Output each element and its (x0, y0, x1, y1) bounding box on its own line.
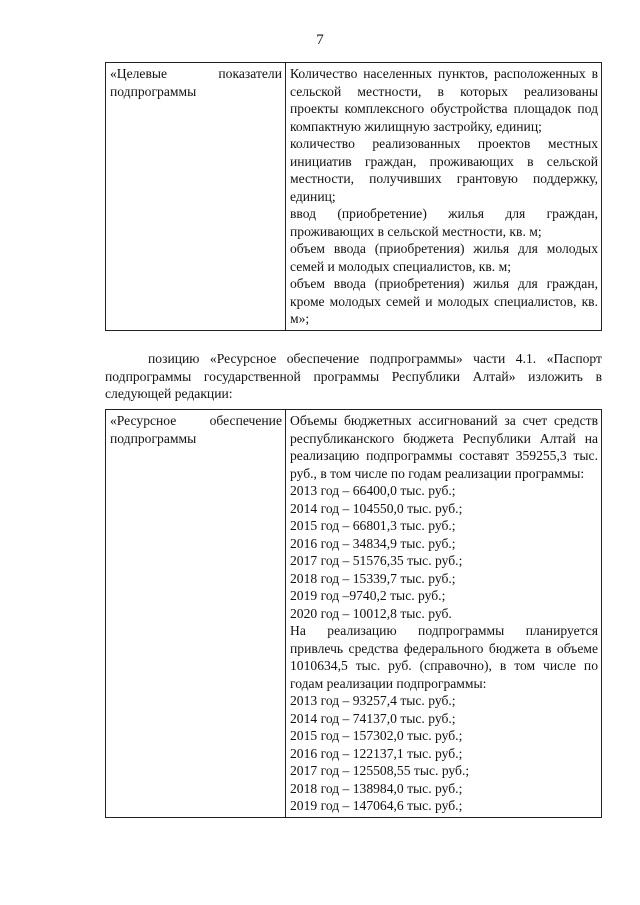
indicator-line: объем ввода (приобретения) жилья для граждан, кроме молодых семей и молодых специалистов, кв. м»; (290, 276, 598, 326)
indicator-line: ввод (приобретение) жилья для граждан, проживающих в сельской местности, кв. м; (290, 206, 598, 239)
row-label: «Ресурсное обеспечение подпрограммы (110, 413, 282, 446)
row-value-cell (286, 410, 602, 818)
funding-year-line: 2019 год – 147064,6 тыс. руб.; (290, 798, 463, 813)
table-row (106, 63, 602, 331)
funding-text: На реализацию подпрограммы планируется привлечь средства федерального бюджета в объеме 1010634,5 тыс. руб. (справочно), в том числе по годам реализации подпрограммы: (290, 623, 598, 691)
page-number: 7 (316, 32, 324, 48)
row-label-cell (106, 410, 286, 818)
funding-year-line: 2016 год – 34834,9 тыс. руб.; (290, 535, 456, 551)
funding-year-line: 2020 год – 10012,8 тыс. руб. (290, 605, 452, 621)
row-value-cell (286, 63, 602, 331)
resource-provision-table (105, 409, 602, 818)
funding-year-line: 2018 год – 138984,0 тыс. руб.; (290, 780, 463, 796)
funding-year-line: 2013 год – 66400,0 тыс. руб.; (290, 483, 456, 498)
funding-year-line: 2014 год – 74137,0 тыс. руб.; (290, 710, 456, 726)
funding-text: Объемы бюджетных ассигнований за счет средств республиканского бюджета Республики Алтай на реализацию подпрограммы составят 359255,3 тыс. руб., в том числе по годам реализации программы: (290, 413, 598, 481)
row-label: «Целевые показатели подпрограммы (110, 66, 282, 99)
funding-year-line: 2017 год – 51576,35 тыс. руб.; (290, 553, 463, 568)
funding-year-line: 2016 год – 122137,1 тыс. руб.; (290, 745, 463, 761)
funding-year-line: 2015 год – 66801,3 тыс. руб.; (290, 518, 456, 533)
indicator-line: Количество населенных пунктов, расположенных в сельской местности, в которых реализованы проекты комплексного обустройства площадок под компактную жилищную застройку, единиц; (290, 66, 598, 134)
funding-year-line: 2015 год – 157302,0 тыс. руб.; (290, 728, 463, 743)
funding-year-line: 2014 год – 104550,0 тыс. руб.; (290, 500, 463, 516)
indicator-line: количество реализованных проектов местных инициатив граждан, проживающих в сельской местности, получивших грантовую поддержку, единиц; (290, 136, 598, 204)
funding-year-line: 2018 год – 15339,7 тыс. руб.; (290, 570, 456, 586)
indicator-line: объем ввода (приобретения) жилья для молодых семей и молодых специалистов, кв. м; (290, 241, 598, 274)
funding-year-line: 2017 год – 125508,55 тыс. руб.; (290, 763, 470, 778)
row-label-cell (106, 63, 286, 331)
amendment-paragraph: позицию «Ресурсное обеспечение подпрограммы» части 4.1. «Паспорт подпрограммы государственной программы Республики Алтай» изложить в следующей редакции: (105, 351, 602, 401)
table-row (106, 410, 602, 818)
funding-year-line: 2013 год – 93257,4 тыс. руб.; (290, 693, 456, 708)
target-indicators-table (105, 62, 602, 331)
funding-year-line: 2019 год –9740,2 тыс. руб.; (290, 588, 446, 603)
